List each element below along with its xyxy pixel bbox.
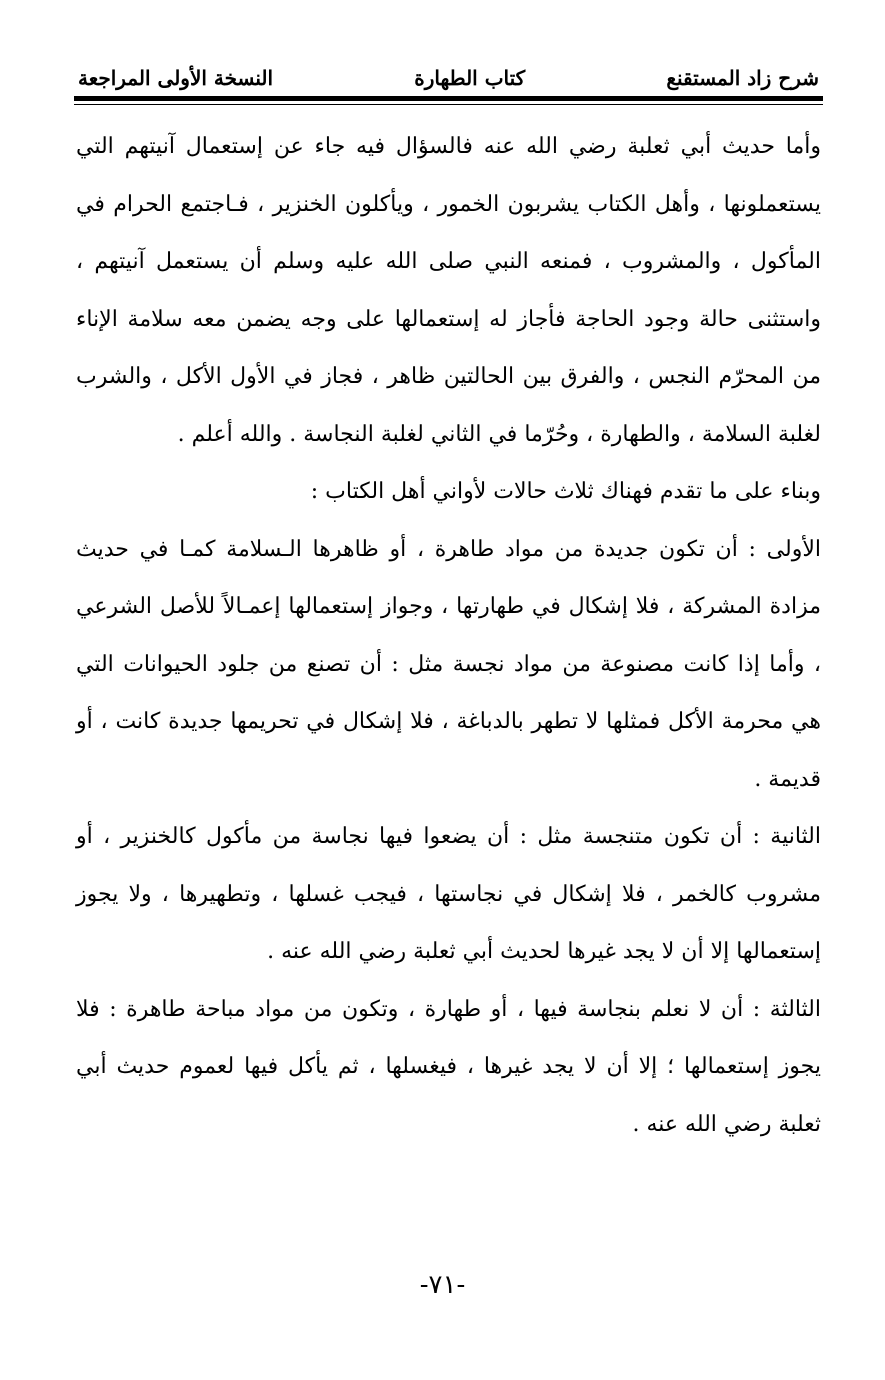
paragraph-three-cases-intro: وبناء على ما تقدم فهناك ثلاث حالات لأواني أهل الكتاب :: [310, 479, 821, 504]
header-edition: النسخة الأولى المراجعة: [78, 66, 274, 90]
paragraph-third-case: الثالثة : أن لا نعلم بنجاسة فيها ، أو طهارة ، وتكون من مواد مباحة طاهرة : فلا يجوز إستعمالها ؛ إلا أن لا يجد غيرها ، فيغسلها ، ثم يأكل فيها لعموم حديث أبي ثعلبة رضي الله عنه .: [76, 996, 821, 1137]
page-number: -٧١-: [419, 1270, 466, 1300]
running-header: [78, 50, 819, 90]
header-rule-thick: [74, 96, 823, 101]
paragraph-abu-thalaba: وأما حديث أبي ثعلبة رضي الله عنه فالسؤال فيه جاء عن إستعمال آنيتهم التي يستعملونها ، وأهل الكتاب يشربون الخمور ، ويأكلون الخنزير ، فـاجتمع الحرام في المأكول ، والمشروب ، فمنعه النبي صلى الله عليه وسلم أن يستعمل آنيتهم ، واستثنى حالة وجود الحاجة فأجاز له إستعمالها على وجه يضمن معه سلامة الإناء من المحرّم النجس ، والفرق بين الحالتين ظاهر ، فجاز في الأول الأكل ، والشرب لغلبة السلامة ، والطهارة ، وحُرّما في الثاني لغلبة النجاسة . والله أعلم .: [76, 134, 821, 447]
header-book-title: شرح زاد المستقنع: [666, 66, 819, 90]
header-chapter: كتاب الطهارة: [414, 66, 526, 90]
body-text: [76, 118, 821, 1153]
paragraph-second-case: الثانية : أن تكون متنجسة مثل : أن يضعوا فيها نجاسة من مأكول كالخنزير ، أو مشروب كالخمر ، فلا إشكال في نجاستها ، فيجب غسلها ، وتطهيرها ، ولا يجوز إستعمالها إلا أن لا يجد غيرها لحديث أبي ثعلبة رضي الله عنه .: [76, 824, 821, 964]
paragraph-first-case: الأولى : أن تكون جديدة من مواد طاهرة ، أو ظاهرها الـسلامة كمـا في حديث مزادة المشركة ، فلا إشكال في طهارتها ، وجواز إستعمالها إعمـالاً للأصل الشرعي ، وأما إذا كانت مصنوعة من مواد نجسة مثل : أن تصنع من جلود الحيوانات التي هي محرمة الأكل فمثلها لا تطهر بالدباغة ، فلا إشكال في تحريمها جديدة كانت ، أو قديمة .: [76, 536, 821, 792]
header-rule-thin: [74, 104, 823, 105]
